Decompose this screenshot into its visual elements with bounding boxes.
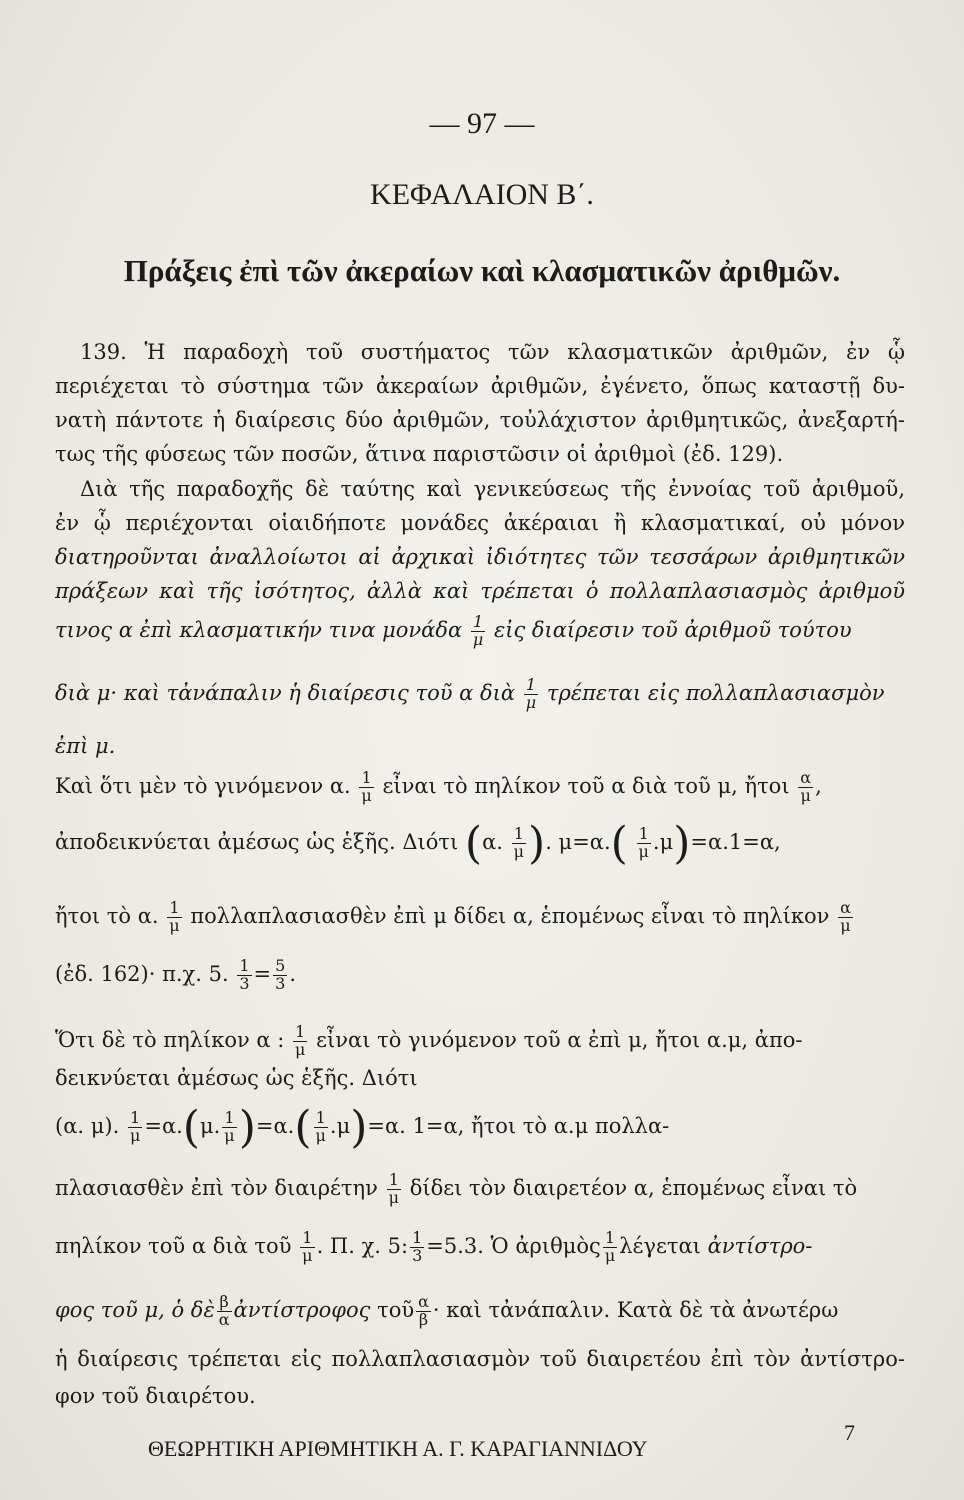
text-segment: =α. bbox=[255, 1114, 295, 1139]
chapter-heading: ΚΕΦΑΛΑΙΟΝ Β΄. bbox=[370, 178, 594, 211]
text-segment: ἀντίστρο- bbox=[707, 1233, 813, 1258]
text-line: διατηροῦνται ἀναλλοίωτοι αἱ ἀρχικαὶ ἰδιότητες τῶν τεσσάρων ἀριθμητικῶν bbox=[55, 545, 905, 569]
fraction-denominator: μ bbox=[315, 1126, 326, 1146]
fraction-numerator: 1 bbox=[387, 1172, 401, 1190]
equation-line bbox=[55, 1230, 905, 1265]
fraction-alpha-over-mu bbox=[838, 900, 853, 935]
text-segment: τρέπεται εἰς πολλαπλασιασμὸν bbox=[546, 680, 885, 705]
text-segment: δίδει τὸν διαιρετέον α, ἑπομένως εἶναι τὸ bbox=[409, 1175, 858, 1200]
fraction-1-over-mu bbox=[387, 1172, 401, 1207]
text-segment: πλασιασθὲν ἐπὶ τὸν διαιρέτην bbox=[55, 1175, 378, 1200]
paren-close: ) bbox=[238, 1102, 256, 1153]
fraction-denominator: α bbox=[218, 1309, 230, 1329]
fraction-denominator: μ bbox=[472, 629, 484, 649]
fraction-denominator: β bbox=[418, 1309, 429, 1329]
fraction-denominator: μ bbox=[800, 785, 811, 805]
fraction-numerator: 1 bbox=[239, 956, 250, 975]
text-segment: =5.3. Ὁ ἀριθμὸς bbox=[426, 1233, 601, 1258]
fraction-numerator: α bbox=[800, 768, 812, 787]
fraction-numerator: 5 bbox=[275, 956, 286, 975]
text-segment: ἀντίστροφος bbox=[233, 1297, 371, 1322]
paren-open: ( bbox=[182, 1102, 200, 1153]
equation-line bbox=[55, 1294, 905, 1329]
text-segment: Ὅτι δὲ τὸ πηλίκον α : bbox=[55, 1027, 285, 1052]
text-segment: =α. bbox=[144, 1114, 183, 1139]
fraction-denominator: μ bbox=[525, 692, 537, 712]
text-line: Διὰ τῆς παραδοχῆς δὲ ταύτης καὶ γενικεύσεως τῆς ἐννοίας τοῦ ἀριθμοῦ, bbox=[80, 477, 905, 501]
text-line: ἐν ᾧ περιέχονται οἱαιδήποτε μονάδες ἀκέραιαι ἢ κλασματικαί, οὐ μόνον bbox=[55, 511, 905, 535]
text-line: νατὴ πάντοτε ἡ διαίρεσις δύο ἀριθμῶν, τοὐλάχιστον ἀριθμητικῶς, ἀνεξαρτή- bbox=[55, 408, 905, 432]
equation-line bbox=[55, 958, 905, 993]
text-line: περιέχεται τὸ σύστημα τῶν ἀκεραίων ἀριθμῶν, ἐγένετο, ὅπως καταστῇ δυ- bbox=[55, 374, 905, 398]
text-segment: πηλίκον τοῦ α διὰ τοῦ bbox=[55, 1233, 292, 1258]
fraction-denominator: μ bbox=[169, 915, 180, 935]
page-number: — 97 — bbox=[429, 107, 535, 140]
text-segment: , bbox=[815, 773, 822, 798]
fraction-numerator: 1 bbox=[637, 826, 651, 844]
text-line-with-fraction bbox=[55, 614, 905, 649]
equation-line bbox=[55, 1102, 905, 1153]
text-segment: εἶναι τὸ πηλίκον τοῦ α διὰ τοῦ μ, ἤτοι bbox=[382, 773, 790, 798]
text-line-with-fraction bbox=[55, 770, 905, 805]
fraction-alpha-over-beta bbox=[416, 1294, 431, 1329]
fraction-denominator: μ bbox=[224, 1126, 235, 1146]
text-line: φον τοῦ διαιρέτου. bbox=[55, 1384, 256, 1408]
fraction-denominator: μ bbox=[302, 1245, 313, 1265]
fraction-1-over-mu bbox=[637, 826, 651, 861]
fraction-numerator: 1 bbox=[314, 1110, 328, 1128]
fraction-1-over-mu bbox=[300, 1230, 314, 1265]
text-segment: α. bbox=[482, 830, 503, 855]
text-segment: .μ bbox=[652, 830, 674, 855]
fraction-1-over-mu bbox=[167, 900, 181, 935]
fraction-1-over-mu bbox=[222, 1110, 236, 1145]
text-segment: = bbox=[253, 961, 272, 986]
fraction-numerator: 1 bbox=[412, 1228, 423, 1247]
text-segment: =α.1=α, bbox=[690, 830, 781, 855]
text-line: τως τῆς φύσεως τῶν ποσῶν, ἅτινα παριστῶσιν οἱ ἀριθμοὶ (ἐδ. 129). bbox=[55, 442, 784, 466]
text-segment: διὰ μ· καὶ τἀνάπαλιν ἡ διαίρεσις τοῦ α διὰ bbox=[55, 680, 516, 705]
text-line-with-fraction bbox=[55, 1024, 905, 1059]
text-segment: μ. bbox=[199, 1114, 221, 1139]
fraction-numerator: 1 bbox=[603, 1230, 617, 1248]
text-segment: πολλαπλασιασθὲν ἐπὶ μ δίδει α, ἑπομένως εἶναι τὸ πηλίκον bbox=[190, 903, 830, 928]
fraction-denominator: μ bbox=[295, 1039, 306, 1059]
text-line: ἡ διαίρεσις τρέπεται εἰς πολλαπλασιασμὸν τοῦ διαιρετέου ἐπὶ τὸν ἀντίστρο- bbox=[55, 1347, 905, 1371]
fraction-1-over-3 bbox=[237, 958, 251, 993]
text-segment: =α. 1=α, ἤτοι τὸ α.μ πολλα- bbox=[367, 1114, 670, 1139]
fraction-numerator: 1 bbox=[293, 1024, 307, 1042]
fraction-1-over-mu bbox=[314, 1110, 328, 1145]
fraction-numerator: 1 bbox=[512, 826, 526, 844]
text-line-with-fraction bbox=[55, 1172, 905, 1207]
paren-close: ) bbox=[350, 1102, 368, 1153]
fraction-numerator: 1 bbox=[524, 677, 538, 695]
text-segment: εἰς διαίρεσιν τοῦ ἀριθμοῦ τούτου bbox=[493, 617, 852, 642]
fraction-denominator: 3 bbox=[412, 1245, 423, 1265]
text-segment: . bbox=[289, 961, 297, 986]
fraction-1-over-mu bbox=[359, 770, 373, 805]
fraction-numerator: 1 bbox=[128, 1110, 142, 1128]
paren-open: ( bbox=[294, 1102, 312, 1153]
fraction-numerator: β bbox=[217, 1294, 232, 1312]
text-segment: τινος α ἐπὶ κλασματικήν τινα μονάδα bbox=[55, 617, 463, 642]
text-segment: ἤτοι τὸ α. bbox=[55, 903, 159, 928]
sheet-number: 7 bbox=[844, 1420, 855, 1445]
text-segment: φος τοῦ μ, ὁ δὲ bbox=[55, 1297, 215, 1322]
fraction-beta-over-alpha bbox=[217, 1294, 232, 1329]
fraction-numerator: 1 bbox=[222, 1110, 236, 1128]
fraction-denominator: μ bbox=[638, 842, 649, 862]
text-segment: (α. μ). bbox=[55, 1114, 120, 1139]
paren-close: ) bbox=[673, 818, 691, 869]
equation-line bbox=[55, 818, 905, 869]
paren-open: ( bbox=[464, 818, 483, 869]
fraction-1-over-mu bbox=[293, 1024, 307, 1059]
section-title: Πράξεις ἐπὶ τῶν ἀκεραίων καὶ κλασματικῶν ἀριθμῶν. bbox=[123, 253, 841, 288]
text-line-with-fraction bbox=[55, 677, 905, 712]
fraction-1-over-3 bbox=[410, 1230, 424, 1265]
text-segment: λέγεται bbox=[619, 1233, 701, 1258]
fraction-denominator: 3 bbox=[275, 973, 286, 993]
fraction-denominator: μ bbox=[388, 1187, 399, 1207]
text-segment: · καὶ τἀνάπαλιν. Κατὰ δὲ τὰ ἀνωτέρω bbox=[432, 1297, 839, 1322]
fraction-denominator: μ bbox=[840, 915, 851, 935]
fraction-1-over-mu bbox=[524, 677, 538, 712]
fraction-denominator: μ bbox=[513, 842, 525, 862]
paren-open: ( bbox=[610, 818, 628, 869]
text-line-with-fraction bbox=[55, 900, 905, 935]
fraction-alpha-over-mu bbox=[798, 770, 813, 805]
text-segment: Καὶ ὅτι μὲν τὸ γινόμενον α. bbox=[55, 773, 351, 798]
fraction-denominator: 3 bbox=[239, 973, 250, 993]
fraction-denominator: μ bbox=[361, 785, 372, 805]
paren-close: ) bbox=[528, 818, 546, 869]
fraction-numerator: 1 bbox=[359, 770, 373, 788]
text-segment: ἀποδεικνύεται ἀμέσως ὡς ἑξῆς. Διότι bbox=[55, 830, 459, 855]
fraction-1-over-mu bbox=[512, 826, 526, 861]
text-segment: τοῦ bbox=[377, 1297, 415, 1322]
text-line: ἐπὶ μ. bbox=[55, 734, 116, 758]
fraction-numerator: 1 bbox=[167, 900, 181, 918]
fraction-numerator: 1 bbox=[471, 614, 485, 632]
fraction-5-over-3 bbox=[273, 958, 287, 993]
text-segment: . μ=α. bbox=[545, 830, 611, 855]
fraction-numerator: α bbox=[840, 898, 851, 917]
book-footer: ΘΕΩΡΗΤΙΚΗ ΑΡΙΘΜΗΤΙΚΗ Α. Γ. ΚΑΡΑΓΙΑΝΝΙΔΟΥ bbox=[148, 1436, 648, 1461]
fraction-denominator: μ bbox=[129, 1126, 141, 1146]
fraction-1-over-mu bbox=[471, 614, 485, 649]
fraction-numerator: α bbox=[418, 1292, 429, 1311]
text-segment: . Π. χ. 5: bbox=[316, 1233, 409, 1258]
text-segment: εἶναι τὸ γινόμενον τοῦ α ἐπὶ μ, ἤτοι α.μ, ἀπο- bbox=[316, 1027, 803, 1052]
text-line: δεικνύεται ἀμέσως ὡς ἑξῆς. Διότι bbox=[55, 1066, 418, 1090]
text-line: 139. Ἡ παραδοχὴ τοῦ συστήματος τῶν κλασματικῶν ἀριθμῶν, ἐν ᾧ bbox=[80, 340, 905, 364]
text-segment: (ἐδ. 162)· π.χ. 5. bbox=[55, 961, 229, 986]
text-line: πράξεων καὶ τῆς ἰσότητος, ἀλλὰ καὶ τρέπεται ὁ πολλαπλασιασμὸς ἀριθμοῦ bbox=[55, 579, 905, 603]
fraction-denominator: μ bbox=[604, 1245, 616, 1265]
fraction-numerator: 1 bbox=[300, 1230, 314, 1248]
fraction-1-over-mu bbox=[128, 1110, 142, 1145]
fraction-1-over-mu bbox=[603, 1230, 617, 1265]
text-segment: .μ bbox=[329, 1114, 351, 1139]
